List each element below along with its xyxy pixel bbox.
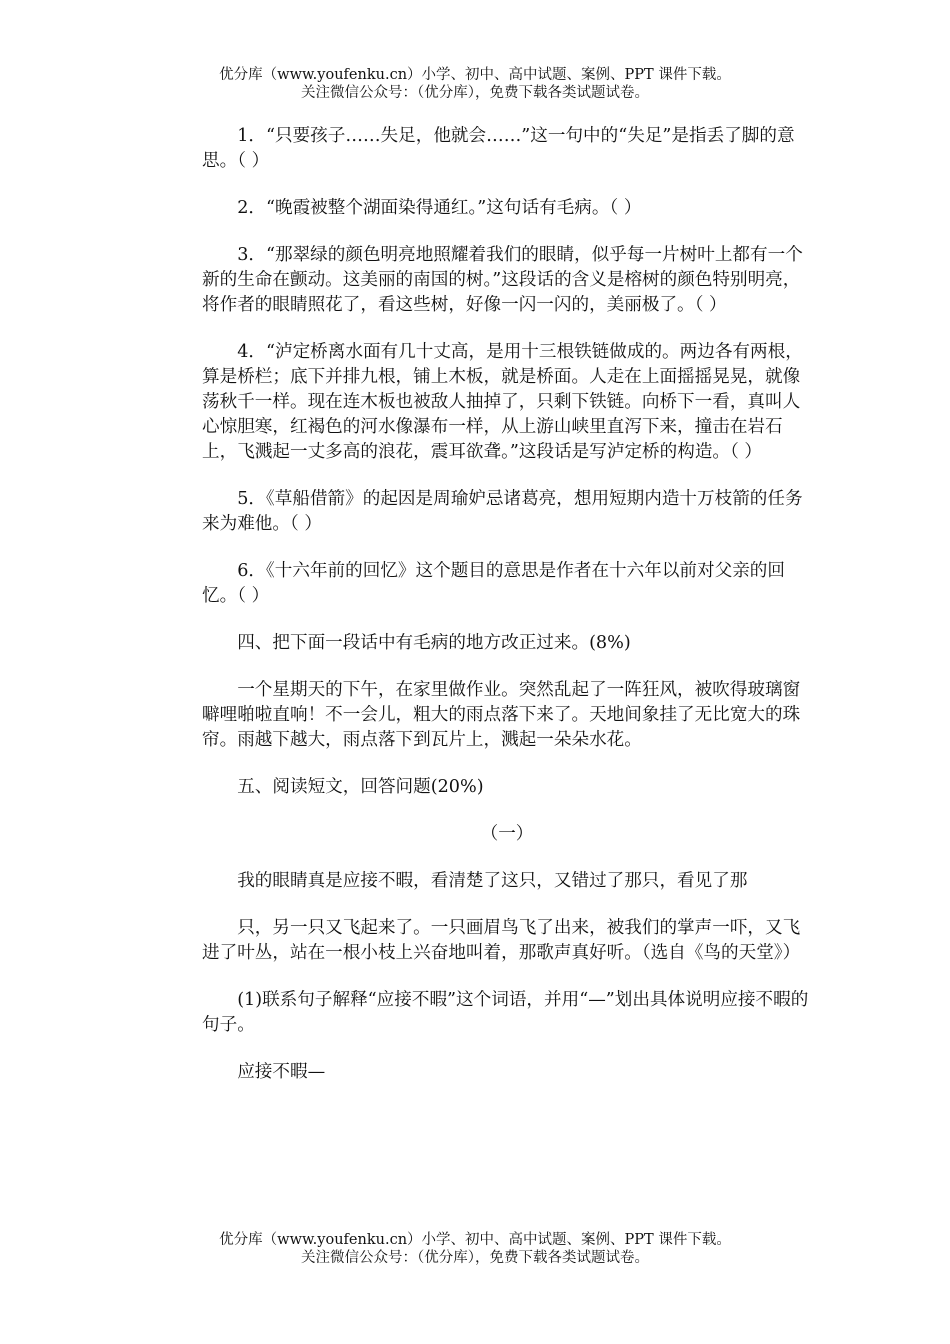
question-4: 4．“泸定桥离水面有几十丈高，是用十三根铁链做成的。两边各有两根，算是桥栏；底下并排九根，铺上木板，就是桥面。人走在上面摇摇晃晃，就像荡秋千一样。现在连木板也被敌人抽掉了，只剩下铁链。向桥下一看，真叫人心惊胆寒，红褐色的河水像瀑布一样，从上游山峡里直泻下来，撞击在岩石上，飞溅起一丈多高的浪花，震耳欲聋。”这段话是写泸定桥的构造。（ ） xyxy=(202,342,803,462)
passage-line-2: 只，另一只又飞起来了。一只画眉鸟飞了出来，被我们的掌声一吓，又飞进了叶丛，站在一根小枝上兴奋地叫着，那歌声真好听。（选自《鸟的天堂》） xyxy=(202,918,801,963)
page-header xyxy=(0,66,950,102)
document-body xyxy=(202,124,812,1107)
sub-question-1: (1)联系句子解释“应接不暇”这个词语，并用“—”划出具体说明应接不暇的句子。 xyxy=(202,990,809,1035)
section-5-title: 五、阅读短文，回答问题(20%) xyxy=(237,777,484,797)
question-5: 5．《草船借箭》的起因是周瑜妒忌诸葛亮，想用短期内造十万枝箭的任务来为难他。（ ） xyxy=(202,489,803,534)
answer-label: 应接不暇— xyxy=(237,1062,326,1082)
header-line-2: 关注微信公众号：（优分库），免费下载各类试题试卷。 xyxy=(301,85,649,101)
header-line-1: 优分库（www.youfenku.cn）小学、初中、高中试题、案例、PPT 课件下载。 xyxy=(219,67,731,83)
question-6: 6．《十六年前的回忆》这个题目的意思是作者在十六年以前对父亲的回忆。（ ） xyxy=(202,561,785,606)
question-3: 3．“那翠绿的颜色明亮地照耀着我们的眼睛，似乎每一片树叶上都有一个新的生命在颤动。这美丽的南国的树。”这段话的含义是榕树的颜色特别明亮，将作者的眼睛照花了，看这些树，好像一闪一闪的，美丽极了。（ ） xyxy=(202,245,803,315)
footer-line-1: 优分库（www.youfenku.cn）小学、初中、高中试题、案例、PPT 课件下载。 xyxy=(219,1232,731,1248)
question-1: 1．“只要孩子……失足，他就会……”这一句中的“失足”是指丢了脚的意思。（ ） xyxy=(202,126,795,171)
question-2: 2．“晚霞被整个湖面染得通红。”这句话有毛病。（ ） xyxy=(237,198,642,218)
section-4-text: 一个星期天的下午，在家里做作业。突然乱起了一阵狂风，被吹得玻璃窗噼哩啪啦直响！不一会儿，粗大的雨点落下来了。天地间象挂了无比宽大的珠帘。雨越下越大，雨点落下到瓦片上，溅起一朵朵水花。 xyxy=(202,680,801,750)
page-footer xyxy=(0,1231,950,1267)
passage-line-1: 我的眼睛真是应接不暇，看清楚了这只，又错过了那只，看见了那 xyxy=(237,871,748,891)
section-4-title: 四、把下面一段话中有毛病的地方改正过来。(8%) xyxy=(237,633,631,653)
part-1-title: （一） xyxy=(480,824,534,844)
footer-line-2: 关注微信公众号：（优分库），免费下载各类试题试卷。 xyxy=(301,1250,649,1266)
